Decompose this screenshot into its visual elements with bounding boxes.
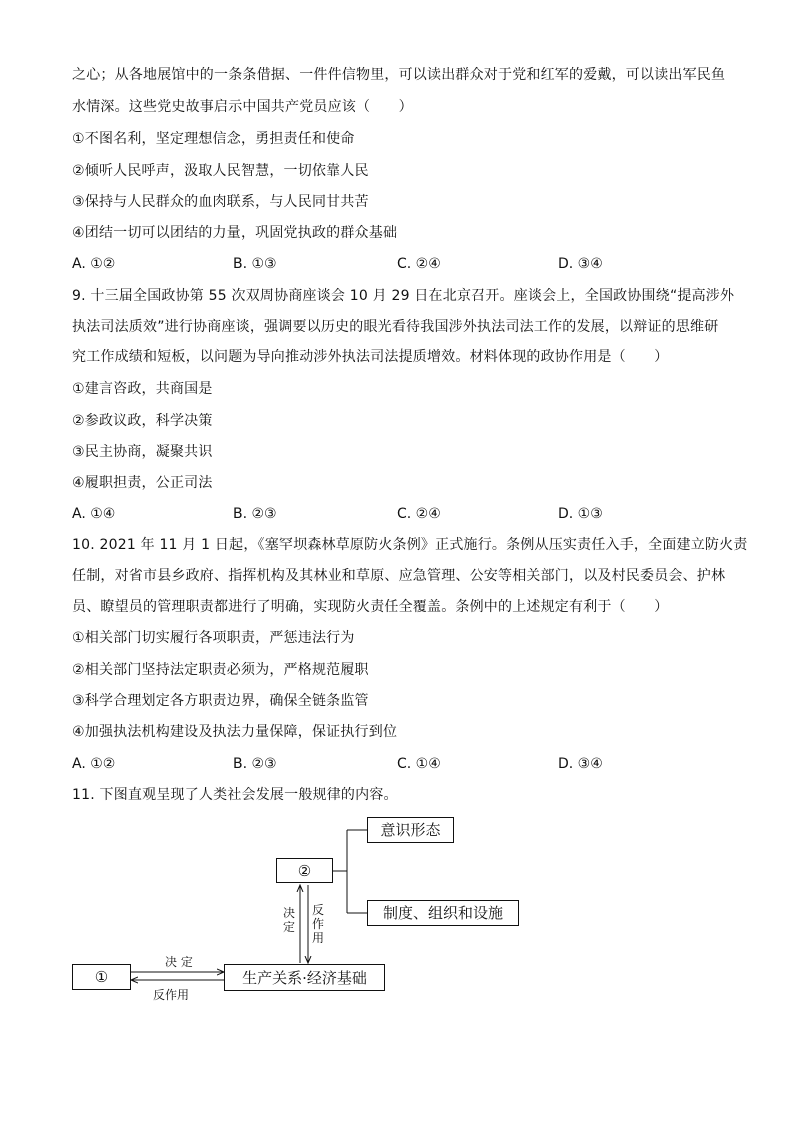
q8-option-a[interactable]: A. ①② bbox=[72, 256, 116, 272]
q9-statement-1: ①建言咨政，共商国是 bbox=[72, 381, 213, 397]
label-decide-vertical: 决定 bbox=[282, 906, 295, 934]
q9-option-a[interactable]: A. ①④ bbox=[72, 506, 116, 522]
q8-option-c[interactable]: C. ②④ bbox=[397, 256, 441, 272]
q9-stem-line1: 9. 十三届全国政协第 55 次双周协商座谈会 10 月 29 日在北京召开。座谈会上，全国政协围绕“提高涉外 bbox=[72, 288, 735, 304]
label-react-horizontal: 反作用 bbox=[153, 988, 190, 1002]
q10-option-b[interactable]: B. ②③ bbox=[233, 756, 277, 772]
q9-statement-3: ③民主协商，凝聚共识 bbox=[72, 444, 213, 460]
q8-stem-line1: 之心；从各地展馆中的一条条借据、一件件信物里，可以读出群众对于党和红军的爱戴，可以读出军民鱼 bbox=[72, 67, 726, 83]
box-ideology: 意识形态 bbox=[367, 817, 454, 843]
q11-stem-line1: 11. 下图直观呈现了人类社会发展一般规律的内容。 bbox=[72, 787, 398, 803]
q9-option-c[interactable]: C. ②④ bbox=[397, 506, 441, 522]
q10-stem-line2: 任制，对省市县乡政府、指挥机构及其林业和草原、应急管理、公安等相关部门，以及村民委员会、护林 bbox=[72, 568, 726, 584]
q8-statement-4: ④团结一切可以团结的力量，巩固党执政的群众基础 bbox=[72, 225, 398, 241]
box-productive-forces-blank: ① bbox=[72, 964, 131, 990]
q10-statement-3: ③科学合理划定各方职责边界，确保全链条监管 bbox=[72, 693, 369, 709]
q8-statement-1: ①不图名利，坚定理想信念，勇担责任和使命 bbox=[72, 131, 355, 147]
q8-option-d[interactable]: D. ③④ bbox=[558, 256, 603, 272]
q10-stem-line1: 10. 2021 年 11 月 1 日起，《塞罕坝森林草原防火条例》正式施行。条例从压实责任入手，全面建立防火责 bbox=[72, 537, 748, 553]
label-decide-horizontal: 决 定 bbox=[165, 955, 193, 969]
q10-option-c[interactable]: C. ①④ bbox=[397, 756, 441, 772]
box-economic-base: 生产关系·经济基础 bbox=[224, 964, 385, 991]
q10-statement-2: ②相关部门坚持法定职责必须为，严格规范履职 bbox=[72, 662, 369, 678]
label-react-vertical: 反作用 bbox=[311, 903, 324, 945]
q10-stem-line3: 员、瞭望员的管理职责都进行了明确，实现防火责任全覆盖。条例中的上述规定有利于（ ） bbox=[72, 599, 669, 615]
q9-stem-line2: 执法司法质效”进行协商座谈，强调要以历史的眼光看待我国涉外执法司法工作的发展，以辩证的思维研 bbox=[72, 319, 719, 335]
q9-option-d[interactable]: D. ①③ bbox=[558, 506, 603, 522]
q8-statement-2: ②倾听人民呼声，汲取人民智慧，一切依靠人民 bbox=[72, 163, 369, 179]
q9-statement-2: ②参政议政，科学决策 bbox=[72, 413, 213, 429]
q8-statement-3: ③保持与人民群众的血肉联系，与人民同甘共苦 bbox=[72, 194, 369, 210]
q10-option-a[interactable]: A. ①② bbox=[72, 756, 116, 772]
q10-statement-1: ①相关部门切实履行各项职责，严惩违法行为 bbox=[72, 630, 355, 646]
box-institutions: 制度、组织和设施 bbox=[367, 900, 519, 926]
q9-stem-line3: 究工作成绩和短板，以问题为导向推动涉外执法司法提质增效。材料体现的政协作用是（ ） bbox=[72, 349, 669, 365]
q8-option-b[interactable]: B. ①③ bbox=[233, 256, 277, 272]
box-superstructure-blank: ② bbox=[276, 858, 333, 883]
q9-statement-4: ④履职担责，公正司法 bbox=[72, 475, 213, 491]
q9-option-b[interactable]: B. ②③ bbox=[233, 506, 277, 522]
q10-statement-4: ④加强执法机构建设及执法力量保障，保证执行到位 bbox=[72, 724, 398, 740]
q8-stem-line2: 水情深。这些党史故事启示中国共产党员应该（ ） bbox=[72, 99, 413, 115]
q10-option-d[interactable]: D. ③④ bbox=[558, 756, 603, 772]
